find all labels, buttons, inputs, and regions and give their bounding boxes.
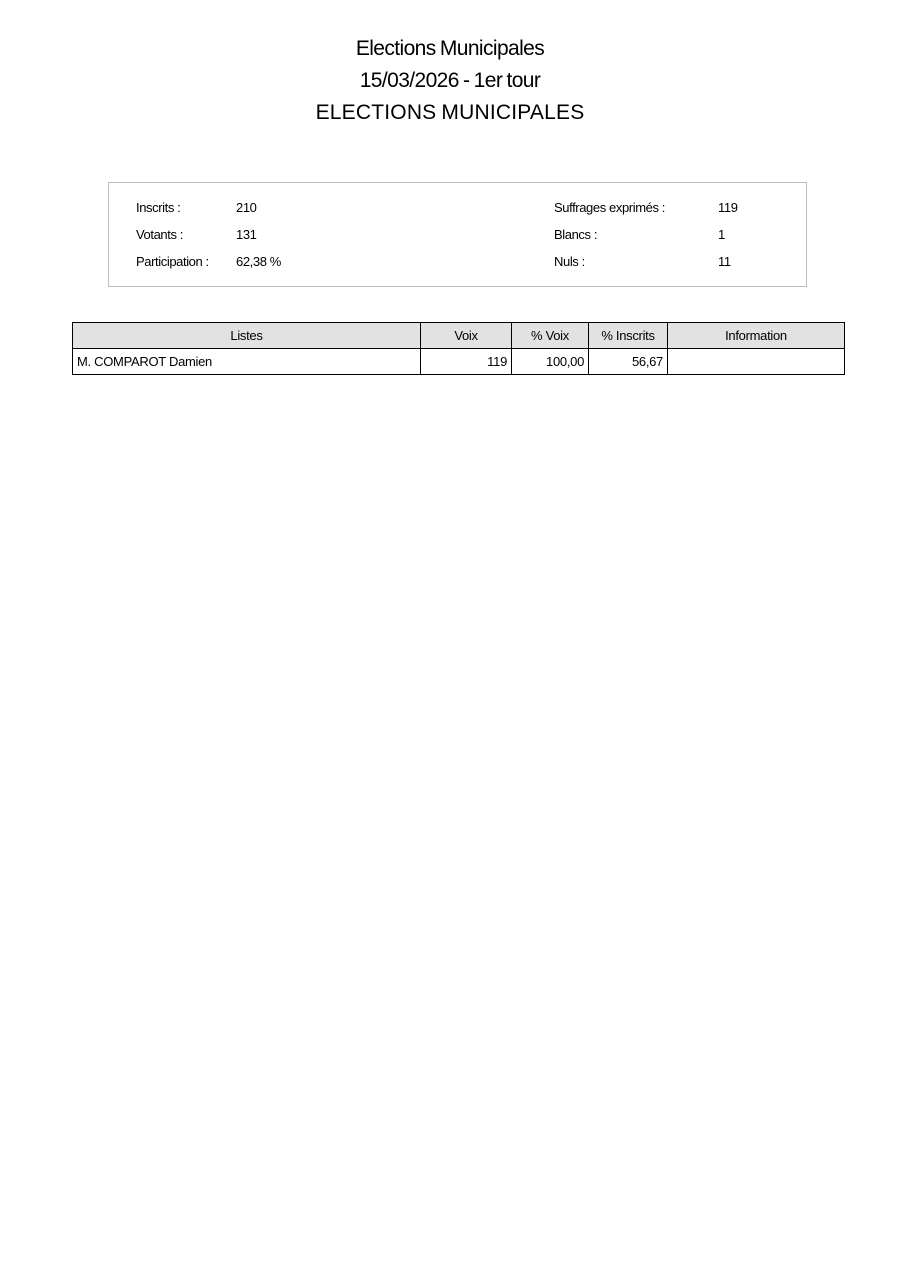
participation-label: Participation : <box>136 254 209 269</box>
table-row <box>73 349 845 375</box>
summary-row-suffrages <box>554 200 738 227</box>
document-header <box>0 33 900 129</box>
suffrages-value: 119 <box>718 200 738 215</box>
summary-row-nuls <box>554 254 731 281</box>
inscrits-value: 210 <box>236 200 257 215</box>
nuls-label: Nuls : <box>554 254 585 269</box>
votants-label: Votants : <box>136 227 183 242</box>
column-header-listes: Listes <box>73 323 421 349</box>
column-header-voix: Voix <box>421 323 512 349</box>
cell-pct-voix: 100,00 <box>512 349 589 375</box>
election-date-round: 15/03/2026 - 1er tour <box>359 69 541 92</box>
election-title: Elections Municipales <box>355 37 545 60</box>
cell-pct-inscrits: 56,67 <box>589 349 668 375</box>
election-type: ELECTIONS MUNICIPALES <box>315 101 585 124</box>
suffrages-label: Suffrages exprimés : <box>554 200 665 215</box>
summary-box <box>108 182 807 287</box>
cell-voix: 119 <box>421 349 512 375</box>
votants-value: 131 <box>236 227 257 242</box>
column-header-pct-inscrits: % Inscrits <box>589 323 668 349</box>
summary-row-participation <box>136 254 281 281</box>
inscrits-label: Inscrits : <box>136 200 181 215</box>
summary-row-blancs <box>554 227 725 254</box>
summary-row-inscrits <box>136 200 257 227</box>
participation-value: 62,38 % <box>236 254 281 269</box>
blancs-value: 1 <box>718 227 725 242</box>
column-header-pct-voix: % Voix <box>512 323 589 349</box>
column-header-information: Information <box>668 323 845 349</box>
summary-row-votants <box>136 227 257 254</box>
summary-left-column <box>136 200 281 281</box>
summary-right-column <box>554 200 738 281</box>
nuls-value: 11 <box>718 254 731 269</box>
results-header-row <box>73 323 845 349</box>
results-table <box>72 322 845 375</box>
cell-information <box>668 349 845 375</box>
cell-liste: M. COMPAROT Damien <box>73 349 421 375</box>
blancs-label: Blancs : <box>554 227 598 242</box>
